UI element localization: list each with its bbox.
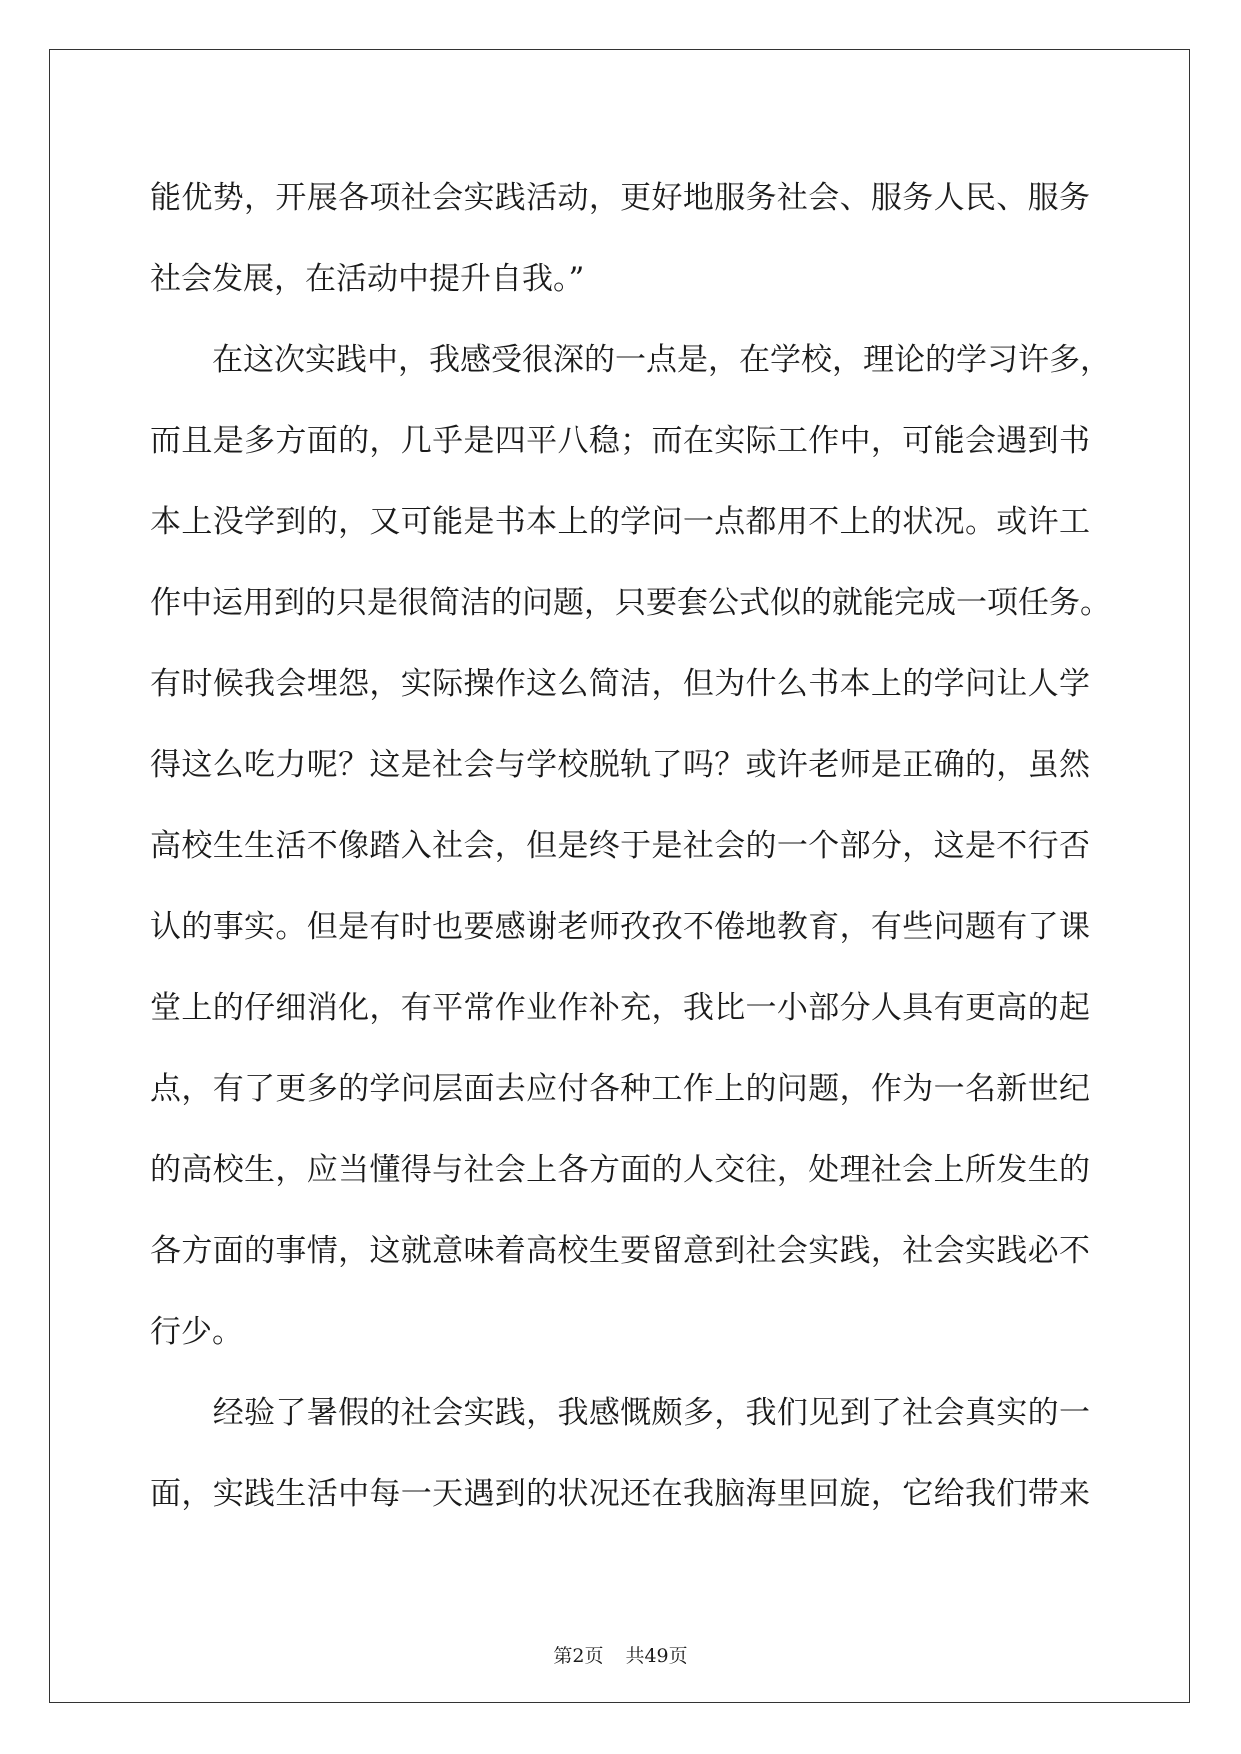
- text-line: 能优势，开展各项社会实践活动，更好地服务社会、服务人民、服务: [150, 180, 1090, 216]
- text-line: 在这次实践中，我感受很深的一点是，在学校，理论的学习许多，: [150, 342, 1111, 378]
- page-total: 共49页: [625, 1645, 688, 1667]
- document-body: [150, 158, 1111, 1535]
- text-line: 高校生生活不像踏入社会，但是终于是社会的一个部分，这是不行否: [150, 828, 1090, 864]
- text-line: 认的事实。但是有时也要感谢老师孜孜不倦地教育，有些问题有了课: [150, 909, 1090, 945]
- text-line: 社会发展，在活动中提升自我。”: [150, 261, 585, 297]
- text-line: 有时候我会埋怨，实际操作这么简洁，但为什么书本上的学问让人学: [150, 666, 1090, 702]
- text-line: 得这么吃力呢？这是社会与学校脱轨了吗？或许老师是正确的，虽然: [150, 747, 1090, 783]
- text-line: 点，有了更多的学问层面去应付各种工作上的问题，作为一名新世纪: [150, 1071, 1090, 1107]
- text-line: 的高校生，应当懂得与社会上各方面的人交往，处理社会上所发生的: [150, 1152, 1090, 1188]
- text-line: 面，实践生活中每一天遇到的状况还在我脑海里回旋，它给我们带来: [150, 1476, 1090, 1512]
- text-line: 本上没学到的，又可能是书本上的学问一点都用不上的状况。或许工: [150, 504, 1090, 540]
- text-line: 经验了暑假的社会实践，我感慨颇多，我们见到了社会真实的一: [150, 1395, 1090, 1431]
- text-line: 作中运用到的只是很简洁的问题，只要套公式似的就能完成一项任务。: [150, 585, 1111, 621]
- page-number: 第2页: [553, 1645, 604, 1667]
- page-footer: [0, 1641, 1241, 1668]
- text-line: 行少。: [150, 1314, 243, 1350]
- text-line: 而且是多方面的，几乎是四平八稳；而在实际工作中，可能会遇到书: [150, 423, 1090, 459]
- text-line: 堂上的仔细消化，有平常作业作补充，我比一小部分人具有更高的起: [150, 990, 1090, 1026]
- text-line: 各方面的事情，这就意味着高校生要留意到社会实践，社会实践必不: [150, 1233, 1090, 1269]
